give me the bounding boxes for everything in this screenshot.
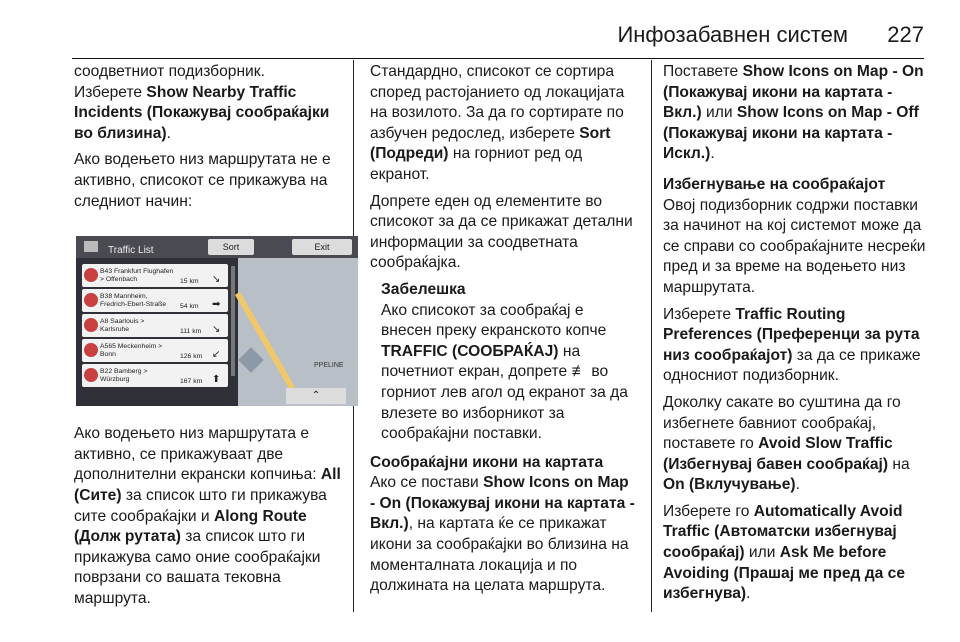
header-rule xyxy=(72,58,924,59)
menu-icon xyxy=(84,241,98,252)
paragraph: Доколку сакате во суштина да го избегнете бавниот сообраќај, поставете го Avoid Slow Traffic (Избегнувај бавен сообраќај) на On (Вклучување). xyxy=(663,393,910,494)
traffic-list xyxy=(82,264,228,389)
list-item: B43 Frankfurt Flughafen > Offenbach 15 km ↘ xyxy=(82,264,228,287)
paragraph: Изберете го Automatically Avoid Traffic (Автоматски избегнувај сообраќај) или Ask Me before Avoiding (Прашај ме пред да се избегнува). xyxy=(663,502,906,603)
column-3 xyxy=(663,62,929,611)
scrollbar xyxy=(231,266,235,376)
list-item: B38 Mannheim, Fredrich-Ebert-Straße 54 km ➡ xyxy=(82,289,228,312)
collapse-button: ⌃ xyxy=(286,388,346,404)
paragraph: Ако водењето низ маршрутата е активно, се прикажуваат две дополнителни екрански копчиња: All (Сите) за список што ги прикажува сите сообраќајки и Along Route (Долж рутата) за список што ги прикажува само оние сообраќајки поврзани со вашата тековна маршрута. xyxy=(74,425,341,607)
paragraph: Поставете Show Icons on Map - On (Покажувај икони на картата - Вкл.) или Show Icons on Map - Off (Покажувај икони на картата - Искл.). xyxy=(663,63,924,163)
paragraph: Ако водењето низ маршрутата не е активно, списокот се прикажува на следниот начин: xyxy=(74,151,331,210)
traffic-icon xyxy=(84,293,98,307)
direction-icon: ⬆ xyxy=(212,374,221,386)
traffic-list-screenshot xyxy=(76,236,358,406)
section-heading: Сообраќајни икони на картата xyxy=(370,453,604,471)
traffic-icon xyxy=(84,368,98,382)
direction-icon: ↘ xyxy=(212,274,221,286)
traffic-icon xyxy=(84,268,98,282)
section-heading: Избегнување на сообраќајот xyxy=(663,175,886,193)
direction-icon: ↙ xyxy=(212,349,221,361)
screen-title: Traffic List xyxy=(108,245,154,257)
page-header xyxy=(0,0,960,58)
traffic-icon xyxy=(84,343,98,357)
map-label: PPELINE xyxy=(314,362,344,370)
paragraph: Стандардно, списокот се сортира според растојанието од локацијата на возилото. За да го сортирате по азбучен редослед, изберете Sort (Подреди) на горниот ред од екранот. xyxy=(370,63,625,183)
paragraph: Допрете еден од елементите во списокот за да се прикажат детални информации за соодветната сообраќајка. xyxy=(370,192,633,272)
header-title: Инфозабавнен систем xyxy=(617,22,848,47)
traffic-icon xyxy=(84,318,98,332)
paragraph: соодветниот подизборник. xyxy=(74,63,265,80)
direction-icon: ➡ xyxy=(212,299,221,311)
paragraph: Ако се постави Show Icons on Map - On (Покажувај икони на картата - Вкл.), на картата ќе се прикажат икони за сообраќајки во близина на моменталната локација и по должината на целата маршрута. xyxy=(370,474,635,595)
column-divider-2 xyxy=(651,60,652,612)
sort-button: Sort xyxy=(208,239,254,255)
exit-button: Exit xyxy=(292,239,352,255)
note-text: Ако списокот за сообраќај е внесен преку екранското копче TRAFFIC (СООБРАЌАЈ) на почетниот екран, допрете ≢ во горниот лев агол од екранот за да влезете во изборникот за сообраќајни поставки. xyxy=(381,301,628,443)
column-2 xyxy=(370,62,638,603)
page-number: 227 xyxy=(887,22,924,47)
note-title: Забелешка xyxy=(381,280,466,298)
paragraph: Овој подизборник содржи поставки за начинот на кој системот може да се справи со сообраќајните несреќи пред и за време на водењето низ маршрутата. xyxy=(663,196,926,296)
column-1 xyxy=(74,62,346,616)
list-item: A565 Meckenheim > Bonn 126 km ↙ xyxy=(82,339,228,362)
note-block xyxy=(370,280,638,445)
list-item: B22 Bamberg > Würzburg 167 km ⬆ xyxy=(82,364,228,387)
direction-icon: ↘ xyxy=(212,324,221,336)
paragraph: Изберете Traffic Routing Preferences (Преференци за рута низ сообраќајот) за да се прикаже односниот подизборник. xyxy=(663,305,921,385)
list-item: A8 Saarlouis > Karlsruhe 111 km ↘ xyxy=(82,314,228,337)
paragraph: Изберете Show Nearby Traffic Incidents (Покажувај сообраќајки во близина). xyxy=(74,83,330,142)
